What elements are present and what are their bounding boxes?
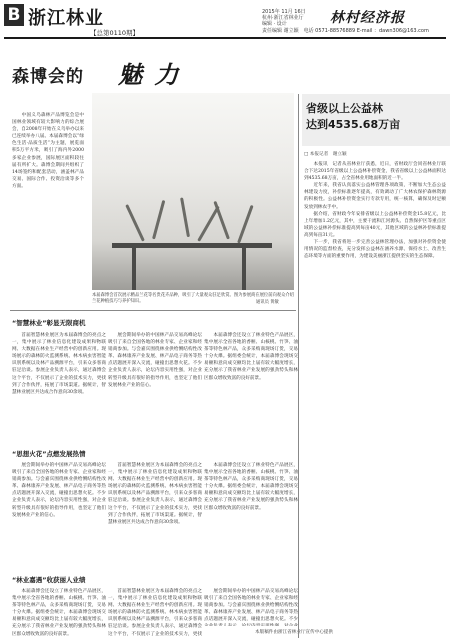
masthead-rule [4,37,446,39]
end-note: 本版稿件由浙江省林业厅宣传中心提供 [255,630,334,635]
body-column-4: 展会期间举办的中国林产品交易高峰论坛吸引了来自全国各地的林业专家、企业家和经销商参加。与会嘉宾围绕林业供给侧结构性改革、森林康养产业发展、林产品电子商务等热点话题展开深入交流，碰撞出思想火花。不少企业负责人表示，论坛内容实用性强，对企业转型升级具有很好的指导作用，也坚定了他们发展林业产业的信心。 [12,463,106,518]
photo-shelf-leg [242,248,246,290]
photographer-credit: 通讯员 黄敏 [256,300,279,305]
sidebar-headline-line-1: 省级以上公益林 [306,102,383,115]
section-letter: B [4,4,24,26]
contact-line: 责任编辑 谢立颖 电话 0571-88576889 E-mail ：dawn306@163.com [262,28,429,34]
body-column-3: 本届森博会还设立了林业特色产品展区，集中展示全省各地的香榧、山核桃、竹笋、油茶等特色林产品，众多采购商现场订货，交易十分火爆。据组委会统计，本届森博会现场交易额和意向成交额均比上届有较大幅度增长，充分展示了我省林业产业发展的强劲势头和林区群众增收致富的良好前景。 [204,333,298,381]
subhead-ideas: “思想火花”点燃发展热情 [12,450,86,458]
paper-name: 林村经济报 [330,10,405,26]
orchid-leaf [237,205,253,244]
sidebar-byline: □ 本报记者 谢立颖 [304,152,347,157]
article-photo [92,93,294,290]
lead-paragraph: 中国义乌森林产品博览会是中国林业领域有较大影响力的综合展会，自2008年开始在义乌举办以来已连续举办八届。本届森博会以“绿色生活·品质生活”为主题，展览面积5万平方米，吸引了海内外2000多家企业参展，国际展区面积较往届有所扩大。森博会期间共组织了14场签约和配套活动，涵盖林产品交易、国际合作、投资洽谈等多个方面。 [12,113,84,189]
article-title-brush: 魅 力 [118,60,181,89]
section-divider [10,310,296,311]
body-column-1: 首届智慧林业展区为本届森博会的亮点之一，集中展示了林业信息化建设成果和物联网、大数据在林业生产经营中的创新应用。现场展示的森林防火监测系统、林木病虫害智能识别系统以及林产品溯源平台，引来众多客商驻足洽谈。参展企业负责人表示，通过森博会这个平台，不仅展示了企业的技术实力，更找到了合作伙伴，拓展了市场渠道。据统计，智慧林业展区共达成合作意向30余项。 [12,333,106,395]
section-number: 【总第0110期】 [90,29,140,37]
date-block [262,9,306,27]
orchid-leaf [180,197,190,237]
photo-caption: 本届森博会首次展示精品兰花等名贵花卉品种，吸引了大量观众驻足欣赏。图为参展商在展位前向观众介绍兰花种植技巧与养护知识。 [92,293,294,304]
body-column-6: 本届森博会还设立了林业特色产品展区，集中展示全省各地的香榧、山核桃、竹笋、油茶等特色林产品，众多采购商现场订货，交易十分火爆。据组委会统计，本届森博会现场交易额和意向成交额均比上届有较大幅度增长，充分展示了我省林业产业发展的强劲势头和林区群众增收致富的良好前景。 [204,463,298,511]
subhead-smart-forestry: “智慧林业”彰显无限商机 [12,319,86,327]
orchid-leaf [213,201,229,240]
body-column-2: 展会期间举办的中国林产品交易高峰论坛吸引了来自全国各地的林业专家、企业家和经销商参加。与会嘉宾围绕林业供给侧结构性改革、森林康养产业发展、林产品电子商务等热点话题展开深入交流，碰撞出思想火花。不少企业负责人表示，论坛内容实用性强，对企业转型升级具有很好的指导作用，也坚定了他们发展林业产业的信心。 [108,333,202,388]
date-line-2: 杭州·浙江省林业厅 [262,15,304,21]
sidebar-body: 本报讯 记者从省林业厅获悉，近日，省财政厅会同省林业厅联合下达2015年省级以上公益林补偿资金，我省省级以上公益林面积达到4535.68万亩，占全省林业用地面积的近一半。 近年来，我省认真落实公益林管理各项政策，不断加大生态公益林建设力度，补偿标准逐年提高，有效调动了广大林农保护森林资源的积极性。公益林补偿资金实行专款专用，统一核算，确保及时足额发放到林农手中。 据介绍，省财政今年安排省级以上公益林补偿资金15.8亿元，比上年增加1.2亿元，其中，主要干流和江河源头、自然保护区等重点区域的公益林补偿标准提高到每亩40元，其他区域的公益林补偿标准提高到每亩31元。 下一步，我省将进一步完善公益林管理办法，加强对补偿资金使用情况的监督检查，充分发挥公益林在涵养水源、保持水土、改善生态环境等方面的重要作用，为建设美丽浙江提供坚实的生态保障。 [304,162,446,260]
body-column-9: 展会期间举办的中国林产品交易高峰论坛吸引了来自全国各地的林业专家、企业家和经销商参加。与会嘉宾围绕林业供给侧结构性改革、森林康养产业发展、林产品电子商务等热点话题展开深入交流，碰撞出思想火花。不少 [204,589,298,623]
masthead [0,0,450,38]
article-title: 森博会的 [12,67,84,87]
date-line-3: 编辑 · 设计 [262,21,287,27]
photo-shelf [112,243,272,248]
date-line-1: 2015年 11月 16日 [262,9,306,15]
orchid-leaf [152,200,165,239]
column-divider [298,94,299,638]
body-column-8: 首届智慧林业展区为本届森博会的亮点之一，集中展示了林业信息化建设成果和物联网、大数据在林业生产经营中的创新应用。现场展示的森林防火监测系统、林木病虫害智能识别系统以及林产品溯源平台，引来众多客商驻足洽谈。参展企业负责人表示，通过森博会这个平台，不仅展示了企业的技术实力，更找 [108,589,202,637]
subhead-achievement: “林业嘉遇”收获丽人业绩 [12,576,86,584]
photo-shelf-leg [132,248,136,290]
body-column-5: 首届智慧林业展区为本届森博会的亮点之一，集中展示了林业信息化建设成果和物联网、大数据在林业生产经营中的创新应用。现场展示的森林防火监测系统、林木病虫害智能识别系统以及林产品溯源平台，引来众多客商驻足洽谈。参展企业负责人表示，通过森博会这个平台，不仅展示了企业的技术实力，更找到了合作伙伴，拓展了市场渠道。据统计，智慧林业展区共达成合作意向30余项。 [108,463,202,525]
body-column-7: 本届森博会还设立了林业特色产品展区，集中展示全省各地的香榧、山核桃、竹笋、油茶等特色林产品，众多采购商现场订货，交易十分火爆。据组委会统计，本届森博会现场交易额和意向成交额均比上届有较大幅度增长，充分展示了我省林业产业发展的强劲势头和林区群众增收致富的良好前景。 [12,589,106,637]
sidebar-headline-line-2: 达到4535.68万亩 [306,118,401,131]
orchid-leaf [125,204,145,242]
section-title: 浙江林业 [28,8,104,29]
